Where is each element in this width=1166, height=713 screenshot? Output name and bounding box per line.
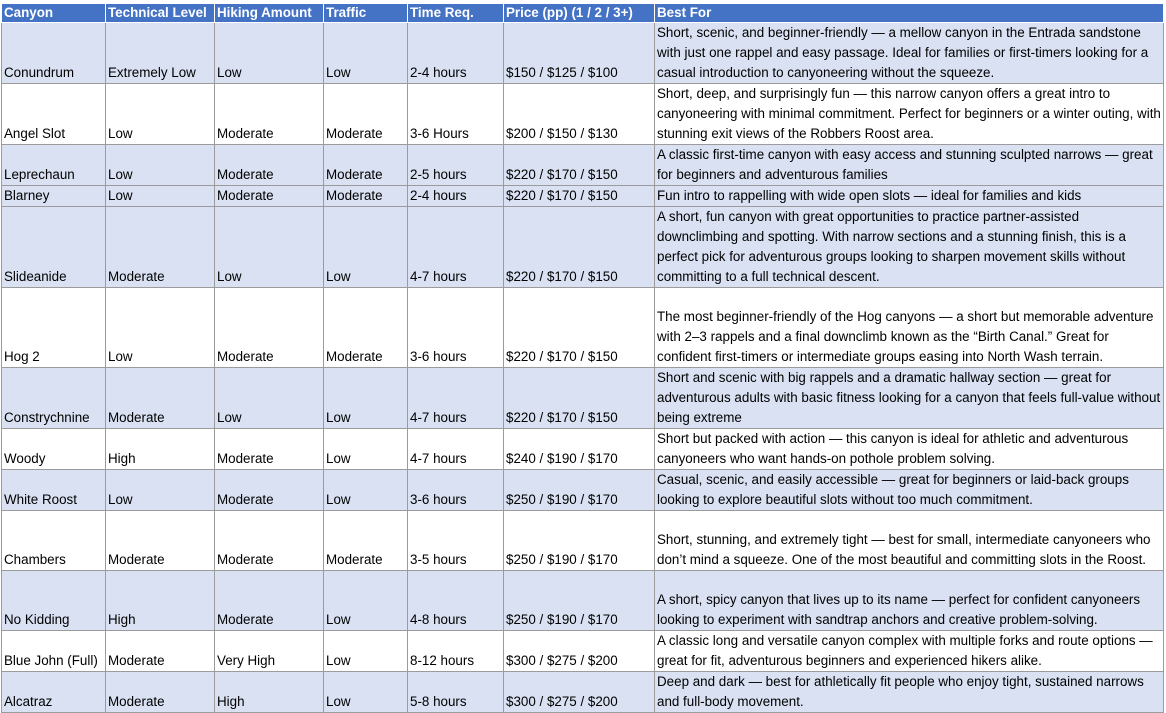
cell-best-for[interactable]: Short, deep, and surprisingly fun — this narrow canyon offers a great intro to canyoneering with minimal commitment. Perfect for beginners or a winter outing, with stunning exit views of the Robbers Roost area. — [655, 84, 1164, 145]
cell-traffic[interactable]: Low — [324, 23, 408, 84]
cell-hiking-amount[interactable]: Low — [215, 368, 324, 429]
cell-hiking-amount[interactable]: Moderate — [215, 511, 324, 571]
cell-price[interactable]: $220 / $170 / $150 — [504, 145, 655, 186]
header-best-for[interactable]: Best For — [655, 4, 1164, 23]
cell-best-for[interactable]: A classic first-time canyon with easy access and stunning sculpted narrows — great for beginners and adventurous families — [655, 145, 1164, 186]
cell-time-required[interactable]: 4-8 hours — [408, 571, 504, 631]
cell-traffic[interactable]: Low — [324, 571, 408, 631]
cell-price[interactable]: $220 / $170 / $150 — [504, 368, 655, 429]
cell-price[interactable]: $220 / $170 / $150 — [504, 288, 655, 368]
cell-time-required[interactable]: 2-4 hours — [408, 186, 504, 207]
cell-price[interactable]: $250 / $190 / $170 — [504, 470, 655, 511]
cell-canyon[interactable]: Leprechaun — [2, 145, 106, 186]
cell-best-for[interactable]: A short, spicy canyon that lives up to its name — perfect for confident canyoneers looking to experiment with sandtrap anchors and creative problem-solving. — [655, 571, 1164, 631]
cell-technical-level[interactable]: High — [106, 429, 215, 470]
table-row — [2, 186, 1164, 207]
cell-technical-level[interactable]: Extremely Low — [106, 23, 215, 84]
cell-traffic[interactable]: Low — [324, 368, 408, 429]
table-row — [2, 631, 1164, 672]
cell-price[interactable]: $300 / $275 / $200 — [504, 631, 655, 672]
table-row — [2, 288, 1164, 368]
cell-traffic[interactable]: Low — [324, 672, 408, 713]
cell-traffic[interactable]: Low — [324, 429, 408, 470]
cell-canyon[interactable]: Conundrum — [2, 23, 106, 84]
table-row — [2, 145, 1164, 186]
cell-time-required[interactable]: 5-8 hours — [408, 672, 504, 713]
header-technical-level[interactable]: Technical Level — [106, 4, 215, 23]
cell-time-required[interactable]: 2-5 hours — [408, 145, 504, 186]
cell-time-required[interactable]: 3-6 hours — [408, 470, 504, 511]
table-row — [2, 84, 1164, 145]
cell-traffic[interactable]: Moderate — [324, 288, 408, 368]
cell-canyon[interactable]: Blarney — [2, 186, 106, 207]
cell-hiking-amount[interactable]: Moderate — [215, 84, 324, 145]
cell-price[interactable]: $250 / $190 / $170 — [504, 511, 655, 571]
cell-time-required[interactable]: 4-7 hours — [408, 368, 504, 429]
cell-best-for[interactable]: Short and scenic with big rappels and a dramatic hallway section — great for adventurous adults with basic fitness looking for a canyon that feels full-value without being extreme — [655, 368, 1164, 429]
cell-canyon[interactable]: No Kidding — [2, 571, 106, 631]
table-row — [2, 571, 1164, 631]
cell-traffic[interactable]: Moderate — [324, 511, 408, 571]
cell-best-for[interactable]: Casual, scenic, and easily accessible — great for beginners or laid-back groups looking to explore beautiful slots without too much commitment. — [655, 470, 1164, 511]
cell-time-required[interactable]: 3-6 hours — [408, 288, 504, 368]
cell-technical-level[interactable]: Moderate — [106, 672, 215, 713]
cell-hiking-amount[interactable]: Moderate — [215, 470, 324, 511]
cell-hiking-amount[interactable]: Low — [215, 23, 324, 84]
header-price[interactable]: Price (pp) (1 / 2 / 3+) — [504, 4, 655, 23]
cell-best-for[interactable]: A short, fun canyon with great opportunities to practice partner-assisted downclimbing and spotting. With narrow sections and a stunning finish, this is a perfect pick for adventurous groups looking to sharpen movement skills without committing to a full technical descent. — [655, 207, 1164, 288]
cell-traffic[interactable]: Low — [324, 470, 408, 511]
cell-hiking-amount[interactable]: Moderate — [215, 145, 324, 186]
cell-technical-level[interactable]: Low — [106, 288, 215, 368]
cell-best-for[interactable]: Fun intro to rappelling with wide open slots — ideal for families and kids — [655, 186, 1164, 207]
cell-traffic[interactable]: Moderate — [324, 84, 408, 145]
cell-traffic[interactable]: Moderate — [324, 186, 408, 207]
cell-hiking-amount[interactable]: Moderate — [215, 429, 324, 470]
header-traffic[interactable]: Traffic — [324, 4, 408, 23]
cell-price[interactable]: $240 / $190 / $170 — [504, 429, 655, 470]
cell-canyon[interactable]: Angel Slot — [2, 84, 106, 145]
cell-hiking-amount[interactable]: Moderate — [215, 288, 324, 368]
cell-canyon[interactable]: Alcatraz — [2, 672, 106, 713]
table-row — [2, 368, 1164, 429]
cell-price[interactable]: $300 / $275 / $200 — [504, 672, 655, 713]
cell-best-for[interactable]: Short, stunning, and extremely tight — best for small, intermediate canyoneers who don’t mind a squeeze. One of the most beautiful and committing slots in the Roost. — [655, 511, 1164, 571]
cell-technical-level[interactable]: Low — [106, 186, 215, 207]
table-row — [2, 429, 1164, 470]
cell-hiking-amount[interactable]: Low — [215, 207, 324, 288]
header-canyon[interactable]: Canyon — [2, 4, 106, 23]
cell-canyon[interactable]: Woody — [2, 429, 106, 470]
cell-technical-level[interactable]: Low — [106, 145, 215, 186]
header-time-required[interactable]: Time Req. — [408, 4, 504, 23]
cell-hiking-amount[interactable]: Moderate — [215, 571, 324, 631]
cell-time-required[interactable]: 4-7 hours — [408, 207, 504, 288]
table-row — [2, 470, 1164, 511]
cell-technical-level[interactable]: Moderate — [106, 511, 215, 571]
cell-technical-level[interactable]: Moderate — [106, 368, 215, 429]
cell-time-required[interactable]: 3-6 Hours — [408, 84, 504, 145]
cell-time-required[interactable]: 4-7 hours — [408, 429, 504, 470]
cell-technical-level[interactable]: Moderate — [106, 207, 215, 288]
table-row — [2, 511, 1164, 571]
cell-traffic[interactable]: Low — [324, 631, 408, 672]
cell-time-required[interactable]: 2-4 hours — [408, 23, 504, 84]
table-row — [2, 207, 1164, 288]
cell-technical-level[interactable]: Moderate — [106, 631, 215, 672]
canyon-table — [1, 3, 1164, 713]
cell-hiking-amount[interactable]: Moderate — [215, 186, 324, 207]
cell-best-for[interactable]: Short but packed with action — this canyon is ideal for athletic and adventurous canyoneers who want hands-on pothole problem solving. — [655, 429, 1164, 470]
cell-best-for[interactable]: A classic long and versatile canyon complex with multiple forks and route options — great for fit, adventurous beginners and experienced hikers alike. — [655, 631, 1164, 672]
cell-canyon[interactable]: Slideanide — [2, 207, 106, 288]
cell-canyon[interactable]: Blue John (Full) — [2, 631, 106, 672]
cell-price[interactable]: $220 / $170 / $150 — [504, 207, 655, 288]
cell-canyon[interactable]: Constrychnine — [2, 368, 106, 429]
header-row — [2, 4, 1164, 23]
table-row — [2, 672, 1164, 713]
table-row — [2, 23, 1164, 84]
cell-canyon[interactable]: Chambers — [2, 511, 106, 571]
cell-hiking-amount[interactable]: Very High — [215, 631, 324, 672]
cell-technical-level[interactable]: High — [106, 571, 215, 631]
cell-technical-level[interactable]: Low — [106, 84, 215, 145]
cell-price[interactable]: $250 / $190 / $170 — [504, 571, 655, 631]
cell-best-for[interactable]: The most beginner-friendly of the Hog canyons — a short but memorable adventure with 2–3 rappels and a final downclimb known as the “Birth Canal.” Great for confident first-timers or intermediate groups easing into North Wash terrain. — [655, 288, 1164, 368]
cell-price[interactable]: $150 / $125 / $100 — [504, 23, 655, 84]
header-hiking-amount[interactable]: Hiking Amount — [215, 4, 324, 23]
cell-traffic[interactable]: Moderate — [324, 145, 408, 186]
cell-best-for[interactable]: Deep and dark — best for athletically fit people who enjoy tight, sustained narrows and full-body movement. — [655, 672, 1164, 713]
cell-time-required[interactable]: 3-5 hours — [408, 511, 504, 571]
cell-time-required[interactable]: 8-12 hours — [408, 631, 504, 672]
cell-canyon[interactable]: White Roost — [2, 470, 106, 511]
cell-hiking-amount[interactable]: High — [215, 672, 324, 713]
cell-traffic[interactable]: Low — [324, 207, 408, 288]
cell-price[interactable]: $220 / $170 / $150 — [504, 186, 655, 207]
cell-best-for[interactable]: Short, scenic, and beginner-friendly — a mellow canyon in the Entrada sandstone with just one rappel and easy passage. Ideal for families or first-timers looking for a casual introduction to canyoneering without the squeeze. — [655, 23, 1164, 84]
cell-canyon[interactable]: Hog 2 — [2, 288, 106, 368]
cell-technical-level[interactable]: Low — [106, 470, 215, 511]
cell-price[interactable]: $200 / $150 / $130 — [504, 84, 655, 145]
